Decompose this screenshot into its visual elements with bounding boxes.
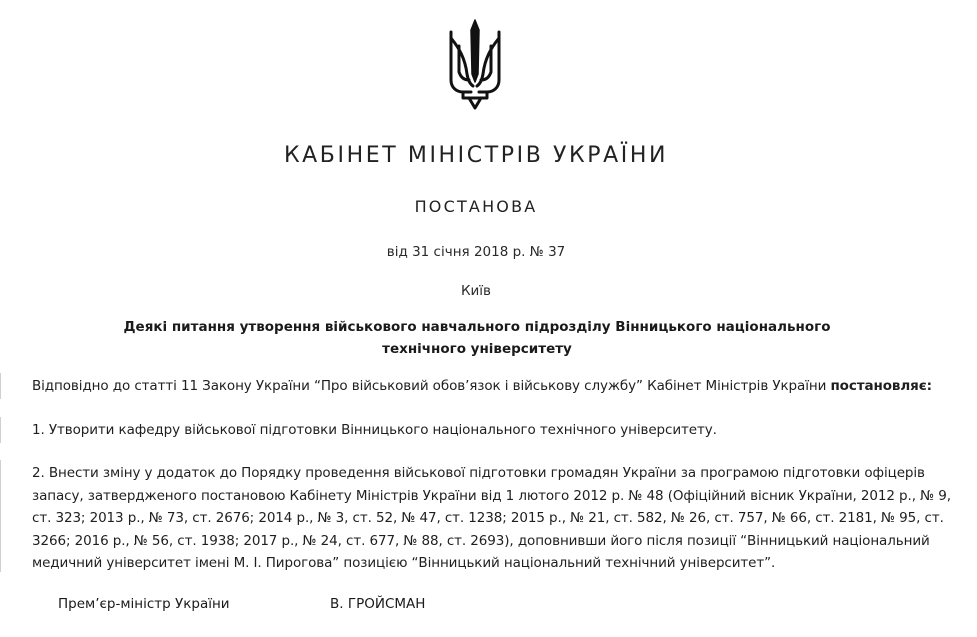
document-city: Київ xyxy=(460,283,492,299)
left-margin-mark xyxy=(0,373,1,399)
resolves-keyword: постановляє: xyxy=(830,378,932,394)
left-margin-mark xyxy=(0,417,1,443)
document-date-number: від 31 січня 2018 р. № 37 xyxy=(386,244,566,260)
coat-of-arms-emblem xyxy=(445,16,505,112)
signer-position: Прем’єр-міністр України xyxy=(58,596,230,612)
left-margin-mark xyxy=(0,460,1,572)
signer-name: В. ГРОЙСМАН xyxy=(330,596,426,612)
document-title: Деякі питання утворення військового навчального підрозділу Вінницького національного технічного університету xyxy=(123,319,831,357)
document-type: ПОСТАНОВА xyxy=(414,197,538,216)
preamble-text: Відповідно до статті 11 Закону України “Про військовий обов’язок і військову службу” Кабінет Міністрів України xyxy=(32,378,831,394)
clause-2-paragraph: 2. Внести зміну у додаток до Порядку проведення військової підготовки громадян України за програмою підготовки офіцерів запасу, затвердженого постановою Кабінету Міністрів України від 1 лютого 2012 р. № 48 (Офіційний вісник України, 2012 р., № 9, ст. 323; 2013 р., № 73, ст. 2676; 2014 р., № 3, ст. 52, № 47, ст. 1238; 2015 р., № 21, ст. 582, № 26, ст. 757, № 66, ст. 2181, № 95, ст. 3266; 2016 р., № 56, ст. 1938; 2017 р., № 24, ст. 677, № 88, ст. 2693), доповнивши його після позиції “Вінницький національний медичний університет імені М. І. Пирогова” позицією “Вінницький національний технічний університет”. xyxy=(32,465,951,571)
preamble-paragraph xyxy=(32,375,962,398)
clause-1-paragraph: 1. Утворити кафедру військової підготовки Вінницького національного технічного університету. xyxy=(32,422,717,438)
tryzub-icon xyxy=(445,16,505,112)
issuing-authority-title: КАБІНЕТ МІНІСТРІВ УКРАЇНИ xyxy=(283,143,669,168)
